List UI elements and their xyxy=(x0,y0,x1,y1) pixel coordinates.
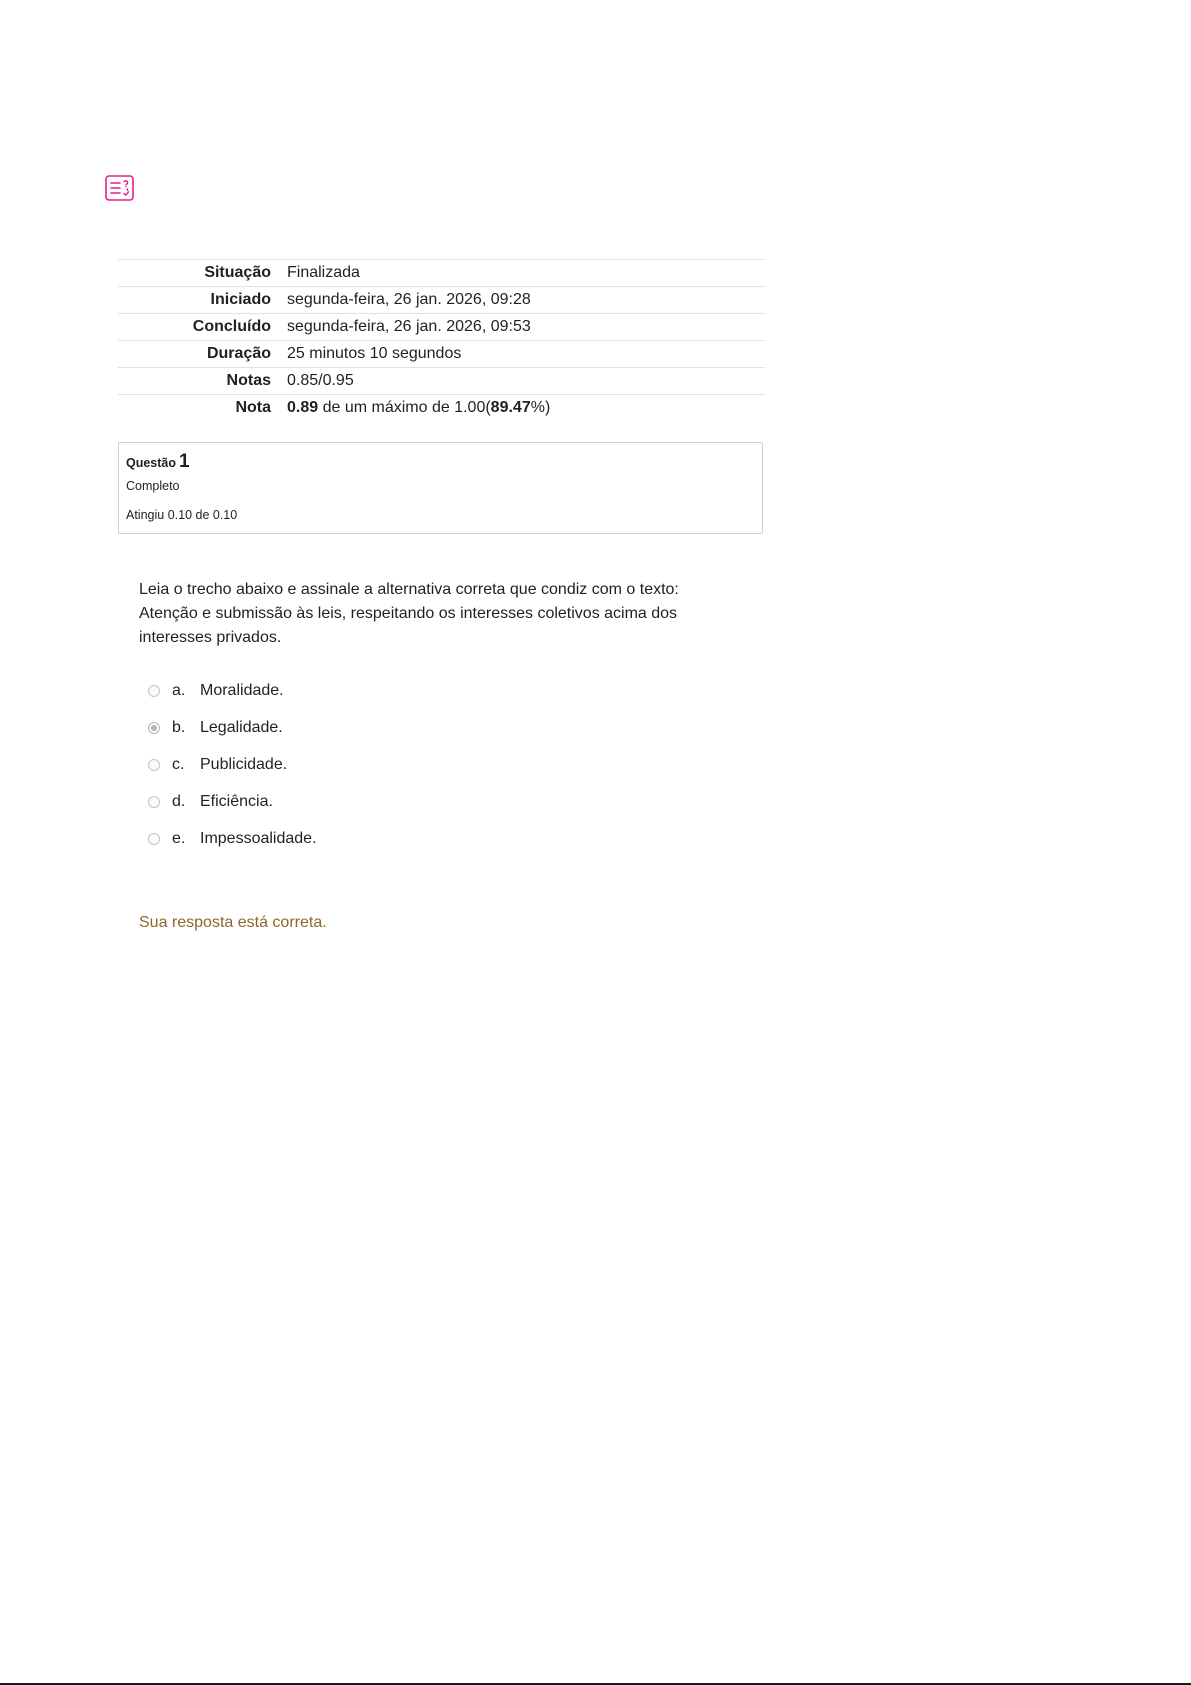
summary-label: Situação xyxy=(204,264,271,281)
answer-letter: a. xyxy=(172,682,186,699)
summary-label: Iniciado xyxy=(210,291,271,308)
question-prompt: Leia o trecho abaixo e assinale a alternativa correta que condiz com o texto: xyxy=(139,581,679,598)
summary-label: Nota xyxy=(235,399,271,416)
radio-button[interactable] xyxy=(148,833,160,845)
summary-row-iniciado xyxy=(118,287,765,314)
answer-list xyxy=(148,680,648,865)
question-excerpt: Atenção e submissão às leis, respeitando os interesses coletivos acima dos interesses privados. xyxy=(139,605,678,646)
summary-value: 0.85/0.95 xyxy=(287,372,354,389)
question-number-value: 1 xyxy=(179,451,190,472)
answer-label: Publicidade. xyxy=(200,756,288,773)
answer-option-c[interactable] xyxy=(148,754,648,791)
answer-option-b[interactable] xyxy=(148,717,648,754)
answer-label: Legalidade. xyxy=(200,719,283,736)
attempt-summary-table xyxy=(118,259,765,421)
answer-letter: d. xyxy=(172,793,186,810)
radio-button[interactable] xyxy=(148,759,160,771)
grade-middle: de um máximo de 1.00( xyxy=(318,399,491,416)
answer-label: Eficiência. xyxy=(200,793,273,810)
answer-option-a[interactable] xyxy=(148,680,648,717)
answer-label: Impessoalidade. xyxy=(200,830,317,847)
summary-row-notas xyxy=(118,368,765,395)
question-state: Completo xyxy=(126,479,180,493)
question-info-box xyxy=(118,442,763,534)
summary-label: Concluído xyxy=(192,318,271,335)
summary-row-concluido xyxy=(118,314,765,341)
answer-option-d[interactable] xyxy=(148,791,648,828)
summary-label: Duração xyxy=(206,345,271,362)
summary-value: segunda-feira, 26 jan. 2026, 09:28 xyxy=(287,291,531,308)
summary-row-duracao xyxy=(118,341,765,368)
summary-value: segunda-feira, 26 jan. 2026, 09:53 xyxy=(287,318,531,335)
answer-letter: e. xyxy=(172,830,186,847)
answer-letter: c. xyxy=(172,756,185,773)
question-grade: Atingiu 0.10 de 0.10 xyxy=(126,508,238,522)
question-text xyxy=(139,578,729,650)
grade-score: 0.89 xyxy=(287,399,319,416)
answer-letter: b. xyxy=(172,719,186,736)
answer-option-e[interactable] xyxy=(148,828,648,865)
radio-button-selected[interactable] xyxy=(148,722,160,734)
summary-row-nota xyxy=(118,395,765,422)
radio-button[interactable] xyxy=(148,685,160,697)
grade-suffix: %) xyxy=(530,399,551,416)
summary-label: Notas xyxy=(226,372,271,389)
question-label: Questão xyxy=(126,456,177,470)
grade-value xyxy=(287,395,765,422)
answer-label: Moralidade. xyxy=(200,682,284,699)
feedback-message: Sua resposta está correta. xyxy=(139,914,327,931)
question-number xyxy=(126,451,190,473)
summary-value: Finalizada xyxy=(287,264,360,281)
summary-row-situacao xyxy=(118,260,765,287)
radio-button[interactable] xyxy=(148,796,160,808)
summary-value: 25 minutos 10 segundos xyxy=(287,345,462,362)
grade-percent: 89.47 xyxy=(490,399,531,416)
quiz-icon xyxy=(105,175,134,201)
